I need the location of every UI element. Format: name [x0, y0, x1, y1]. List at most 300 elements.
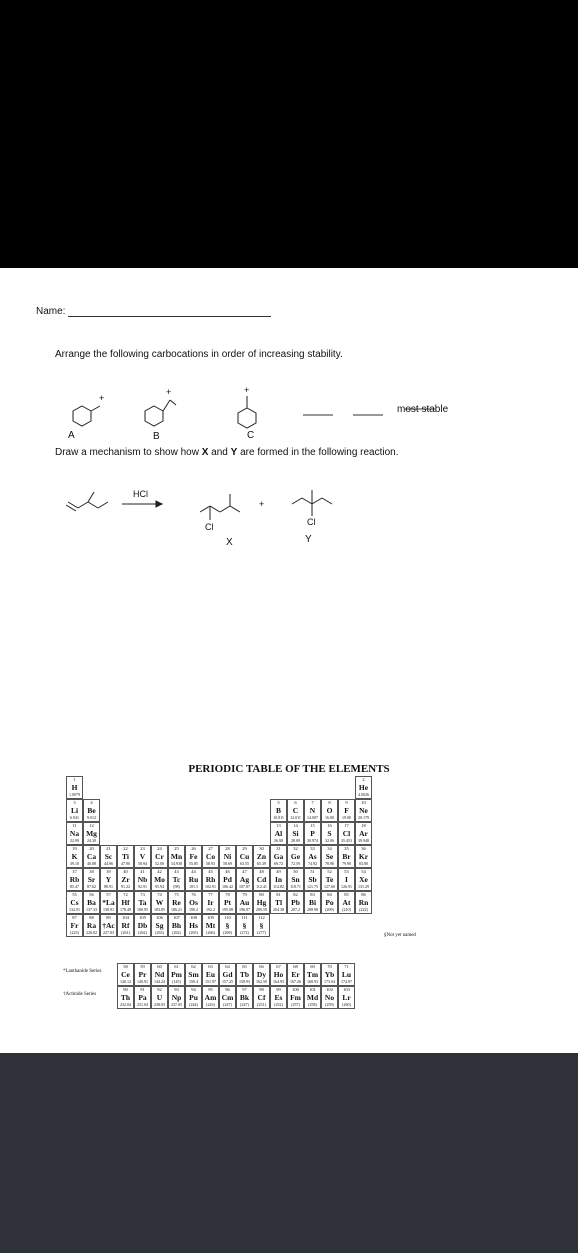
element-cell [253, 891, 270, 914]
atomic-number: 57 [106, 892, 111, 897]
element-cell [151, 914, 168, 937]
element-symbol: Au [239, 898, 250, 907]
atomic-number: 81 [276, 892, 281, 897]
element-cell [321, 868, 338, 891]
element-symbol: Cf [257, 993, 266, 1002]
element-cell [321, 891, 338, 914]
element-cell [100, 914, 117, 937]
atomic-mass: 28.09 [291, 838, 300, 843]
element-cell [168, 845, 185, 868]
atomic-mass: (247) [223, 1002, 232, 1007]
element-symbol: Mt [205, 921, 216, 930]
atomic-mass: 20.179 [358, 815, 369, 820]
label-c: C [247, 430, 255, 441]
atomic-number: 69 [310, 964, 315, 969]
atomic-number: 30 [259, 846, 264, 851]
periodic-table-title: PERIODIC TABLE OF THE ELEMENTS [188, 763, 390, 775]
element-cell [287, 845, 304, 868]
atomic-number: 31 [276, 846, 281, 851]
element-cell [134, 891, 151, 914]
atomic-number: 15 [310, 823, 315, 828]
element-cell [66, 799, 83, 822]
atomic-mass: (252) [274, 1002, 283, 1007]
element-cell [270, 799, 287, 822]
atomic-number: 2 [362, 777, 365, 782]
atomic-mass: 126.91 [341, 884, 352, 889]
element-cell [321, 963, 338, 986]
element-symbol: Th [120, 993, 131, 1002]
atomic-number: 100 [292, 987, 299, 992]
atomic-number: 33 [310, 846, 315, 851]
element-cell [219, 986, 236, 1009]
element-cell [185, 914, 202, 937]
atomic-mass: 39.10 [70, 861, 79, 866]
charge-b: + [166, 387, 172, 397]
atomic-mass: 138.91 [103, 907, 114, 912]
atomic-number: 46 [225, 869, 230, 874]
q1-prompt: Arrange the following carbocations in order of increasing stability. [55, 349, 343, 360]
charge-c: + [244, 385, 250, 395]
atomic-number: 28 [225, 846, 230, 851]
element-cell [236, 845, 253, 868]
atomic-mass: 140.12 [120, 979, 131, 984]
bottom-toolbar-area [0, 1053, 578, 1253]
element-cell [83, 799, 100, 822]
element-cell [304, 986, 321, 1009]
element-symbol: Cd [256, 875, 267, 884]
atomic-mass: 157.25 [222, 979, 233, 984]
atomic-number: 53 [344, 869, 349, 874]
atomic-mass: 232.04 [120, 1002, 131, 1007]
element-cell [185, 868, 202, 891]
element-cell [185, 986, 202, 1009]
atomic-mass: (269) [223, 930, 232, 935]
atomic-mass: 32.06 [325, 838, 334, 843]
element-cell [151, 963, 168, 986]
atomic-number: 42 [157, 869, 162, 874]
atomic-number: 47 [242, 869, 247, 874]
element-cell [168, 914, 185, 937]
atomic-number: 37 [72, 869, 77, 874]
atomic-mass: 164.93 [273, 979, 284, 984]
element-symbol: Sr [87, 875, 96, 884]
atomic-number: 51 [310, 869, 315, 874]
atomic-number: 87 [72, 915, 77, 920]
atomic-number: 104 [122, 915, 129, 920]
product-y-structure [292, 490, 332, 516]
atomic-number: 44 [191, 869, 196, 874]
element-symbol: Sn [291, 875, 300, 884]
element-symbol: Sg [155, 921, 164, 930]
atomic-mass: 183.85 [154, 907, 165, 912]
atomic-number: 9 [345, 800, 348, 805]
atomic-number: 1 [73, 777, 76, 782]
atomic-mass: 85.47 [70, 884, 79, 889]
element-symbol: Eu [205, 970, 216, 979]
element-symbol: O [326, 806, 333, 815]
atomic-mass: 173.04 [324, 979, 335, 984]
element-symbol: Po [325, 898, 334, 907]
atomic-number: 110 [224, 915, 231, 920]
atomic-mass: 190.2 [189, 907, 198, 912]
element-symbol: Br [342, 852, 351, 861]
element-symbol: Zr [121, 875, 130, 884]
atomic-mass: 121.75 [307, 884, 318, 889]
element-cell [185, 845, 202, 868]
atomic-number: 62 [191, 964, 196, 969]
atomic-number: 105 [139, 915, 146, 920]
atomic-number: 67 [276, 964, 281, 969]
atomic-mass: 106.42 [222, 884, 233, 889]
name-label: Name: [36, 306, 66, 317]
atomic-mass: (209) [325, 907, 334, 912]
element-symbol: Rb [69, 875, 80, 884]
element-symbol: Tl [274, 898, 283, 907]
atomic-number: 71 [344, 964, 349, 969]
atomic-mass: 158.93 [239, 979, 250, 984]
atomic-number: 40 [123, 869, 128, 874]
atomic-mass: 238.03 [154, 1002, 165, 1007]
top-black-bar [0, 0, 578, 268]
element-cell [270, 868, 287, 891]
element-symbol: Yb [324, 970, 335, 979]
atomic-number: 55 [72, 892, 77, 897]
atomic-number: 11 [72, 823, 77, 828]
atomic-mass: 231.04 [137, 1002, 148, 1007]
element-symbol: Ir [207, 898, 214, 907]
atomic-number: 91 [140, 987, 145, 992]
atomic-mass: (145) [172, 979, 181, 984]
element-cell [66, 891, 83, 914]
element-cell [100, 891, 117, 914]
element-symbol: C [292, 806, 299, 815]
atomic-mass: (222) [359, 907, 368, 912]
element-symbol: As [308, 852, 317, 861]
element-symbol: Am [204, 993, 217, 1002]
atomic-mass: 204.38 [273, 907, 284, 912]
element-symbol: In [274, 875, 283, 884]
lanthanide-series-label: *Lanthanide Series [63, 969, 102, 974]
element-cell [168, 868, 185, 891]
atomic-mass: 9.012 [87, 815, 96, 820]
atomic-mass: 35.453 [341, 838, 352, 843]
element-cell [219, 868, 236, 891]
element-cell [66, 822, 83, 845]
element-cell [202, 914, 219, 937]
atomic-number: 21 [106, 846, 111, 851]
atomic-mass: 87.62 [87, 884, 96, 889]
atomic-mass: 227.03 [103, 930, 114, 935]
atomic-mass: 196.97 [239, 907, 250, 912]
atomic-mass: 186.21 [171, 907, 182, 912]
carbocation-a-structure [73, 406, 100, 426]
atomic-number: 65 [242, 964, 247, 969]
atomic-mass: 132.91 [69, 907, 80, 912]
element-symbol: § [259, 921, 264, 930]
element-cell [134, 845, 151, 868]
element-cell [219, 914, 236, 937]
atomic-number: 95 [208, 987, 213, 992]
element-cell [151, 845, 168, 868]
product-x-cl: Cl [205, 522, 214, 532]
atomic-number: 20 [89, 846, 94, 851]
element-symbol: Rn [358, 898, 369, 907]
element-symbol: *La [102, 898, 115, 907]
atomic-mass: 55.85 [189, 861, 198, 866]
element-cell [355, 845, 372, 868]
atomic-number: 39 [106, 869, 111, 874]
element-cell [355, 891, 372, 914]
element-cell [168, 986, 185, 1009]
element-cell [304, 822, 321, 845]
element-cell [117, 868, 134, 891]
atomic-mass: 112.41 [256, 884, 267, 889]
atomic-number: 8 [328, 800, 331, 805]
element-cell [236, 914, 253, 937]
element-cell [321, 799, 338, 822]
atomic-mass: 118.71 [290, 884, 301, 889]
atomic-number: 19 [72, 846, 77, 851]
atomic-mass: (243) [206, 1002, 215, 1007]
atomic-mass: (263) [155, 930, 164, 935]
atomic-number: 45 [208, 869, 213, 874]
element-symbol: Re [172, 898, 181, 907]
atomic-mass: 40.08 [87, 861, 96, 866]
atomic-number: 43 [174, 869, 179, 874]
atomic-number: 86 [361, 892, 366, 897]
element-cell [83, 914, 100, 937]
element-symbol: Ca [86, 852, 97, 861]
element-cell [83, 822, 100, 845]
atomic-mass: 180.95 [137, 907, 148, 912]
atomic-mass: 6.941 [70, 815, 79, 820]
element-symbol: Rf [121, 921, 130, 930]
element-cell [202, 891, 219, 914]
atomic-mass: 237.05 [171, 1002, 182, 1007]
element-symbol: K [71, 852, 78, 861]
element-symbol: Ba [87, 898, 96, 907]
element-cell [134, 986, 151, 1009]
atomic-mass: 192.2 [206, 907, 215, 912]
atomic-number: 79 [242, 892, 247, 897]
element-cell [185, 891, 202, 914]
atomic-mass: 1.0079 [69, 792, 80, 797]
atomic-number: 89 [106, 915, 111, 920]
plus-sign: + [259, 499, 265, 509]
atomic-mass: 16.00 [325, 815, 334, 820]
element-cell [151, 868, 168, 891]
element-cell [83, 891, 100, 914]
atomic-mass: 44.96 [104, 861, 113, 866]
atomic-number: 80 [259, 892, 264, 897]
atomic-mass: 30.974 [307, 838, 318, 843]
atomic-number: 32 [293, 846, 298, 851]
element-cell [83, 868, 100, 891]
atomic-number: 83 [310, 892, 315, 897]
atomic-mass: (257) [291, 1002, 300, 1007]
element-cell [66, 868, 83, 891]
element-cell [236, 868, 253, 891]
atomic-number: 60 [157, 964, 162, 969]
actinide-series-label: †Actinide Series [63, 992, 97, 997]
atomic-mass: 47.90 [121, 861, 130, 866]
element-symbol: Kr [358, 852, 369, 861]
atomic-mass: 58.93 [206, 861, 215, 866]
atomic-mass: (262) [172, 930, 181, 935]
atomic-number: 29 [242, 846, 247, 851]
atomic-number: 101 [309, 987, 316, 992]
element-cell [304, 868, 321, 891]
element-symbol: I [345, 875, 348, 884]
reactant-alkene-structure [66, 492, 108, 511]
atomic-number: 17 [344, 823, 349, 828]
element-cell [202, 963, 219, 986]
element-cell [117, 914, 134, 937]
atomic-number: 111 [241, 915, 248, 920]
element-symbol: Sc [104, 852, 113, 861]
element-cell [168, 891, 185, 914]
element-symbol: Li [70, 806, 79, 815]
atomic-mass: 178.49 [120, 907, 131, 912]
atomic-mass: (258) [308, 1002, 317, 1007]
element-symbol: Pu [189, 993, 198, 1002]
element-cell [355, 776, 372, 799]
atomic-number: 3 [73, 800, 76, 805]
atomic-mass: (272) [240, 930, 249, 935]
element-cell [66, 776, 83, 799]
atomic-mass: 63.55 [240, 861, 249, 866]
atomic-mass: 4.0026 [358, 792, 369, 797]
atomic-number: 93 [174, 987, 179, 992]
atomic-mass: 200.59 [256, 907, 267, 912]
element-symbol: W [155, 898, 164, 907]
element-symbol: § [242, 921, 247, 930]
atomic-mass: 127.60 [324, 884, 335, 889]
element-cell [83, 845, 100, 868]
element-symbol: Ce [121, 970, 130, 979]
element-symbol: At [342, 898, 351, 907]
atomic-number: 25 [174, 846, 179, 851]
atomic-number: 10 [361, 800, 366, 805]
atomic-mass: 226.02 [86, 930, 97, 935]
atomic-mass: (259) [325, 1002, 334, 1007]
atomic-number: 70 [327, 964, 332, 969]
atomic-mass: (251) [257, 1002, 266, 1007]
element-cell [66, 845, 83, 868]
element-cell [304, 845, 321, 868]
atomic-number: 107 [173, 915, 180, 920]
element-cell [355, 822, 372, 845]
atomic-number: 103 [343, 987, 350, 992]
element-symbol: F [344, 806, 349, 815]
atomic-number: 5 [277, 800, 280, 805]
atomic-number: 61 [174, 964, 179, 969]
atomic-mass: 19.00 [342, 815, 351, 820]
atomic-number: 14 [293, 823, 298, 828]
atomic-number: 24 [157, 846, 162, 851]
element-symbol: Db [137, 921, 148, 930]
element-symbol: Ni [223, 852, 232, 861]
element-cell [253, 986, 270, 1009]
element-symbol: Pb [291, 898, 300, 907]
element-cell [338, 845, 355, 868]
element-symbol: Ta [138, 898, 147, 907]
element-cell [117, 891, 134, 914]
element-symbol: Np [171, 993, 182, 1002]
element-symbol: Rh [205, 875, 216, 884]
element-cell [304, 963, 321, 986]
element-cell [236, 891, 253, 914]
atomic-number: 59 [140, 964, 145, 969]
atomic-mass: 195.08 [222, 907, 233, 912]
element-symbol: H [71, 783, 78, 792]
element-symbol: Er [291, 970, 300, 979]
atomic-number: 50 [293, 869, 298, 874]
element-cell [253, 914, 270, 937]
atomic-mass: 208.98 [307, 907, 318, 912]
atomic-mass: (265) [189, 930, 198, 935]
element-cell [321, 845, 338, 868]
product-x-structure [200, 494, 240, 520]
atomic-number: 26 [191, 846, 196, 851]
product-x-label: X [226, 537, 233, 548]
atomic-number: 56 [89, 892, 94, 897]
element-symbol: Ga [273, 852, 284, 861]
atomic-mass: 22.99 [70, 838, 79, 843]
atomic-number: 75 [174, 892, 179, 897]
most-stable-label: most stable [397, 404, 449, 415]
atomic-mass: 69.72 [274, 861, 283, 866]
element-symbol: Cr [155, 852, 164, 861]
atomic-number: 88 [89, 915, 94, 920]
element-symbol: Y [105, 875, 112, 884]
element-symbol: Nd [154, 970, 165, 979]
element-symbol: Na [69, 829, 80, 838]
atomic-number: 76 [191, 892, 196, 897]
atomic-number: 68 [293, 964, 298, 969]
atomic-mass: (223) [70, 930, 79, 935]
atomic-number: 52 [327, 869, 332, 874]
element-symbol: Fr [70, 921, 79, 930]
atomic-number: 84 [327, 892, 332, 897]
atomic-number: 13 [276, 823, 281, 828]
element-cell [253, 963, 270, 986]
element-symbol: Nb [137, 875, 148, 884]
element-cell [117, 963, 134, 986]
atomic-mass: (210) [342, 907, 351, 912]
atomic-mass: (261) [121, 930, 130, 935]
atomic-number: 48 [259, 869, 264, 874]
element-cell [219, 963, 236, 986]
atomic-mass: (244) [189, 1002, 198, 1007]
element-symbol: Zn [256, 852, 267, 861]
carbocation-c-structure [238, 396, 256, 428]
atomic-mass: 95.94 [155, 884, 164, 889]
worksheet-page [0, 268, 578, 1053]
element-symbol: P [310, 829, 315, 838]
element-cell [134, 914, 151, 937]
atomic-mass: 107.87 [239, 884, 250, 889]
atomic-mass: 14.007 [307, 815, 318, 820]
element-symbol: Hg [256, 898, 267, 907]
atomic-number: 54 [361, 869, 366, 874]
atomic-number: 16 [327, 823, 332, 828]
atomic-mass: 144.24 [154, 979, 165, 984]
element-cell [338, 822, 355, 845]
atomic-mass: 131.29 [358, 884, 369, 889]
element-symbol: Os [189, 898, 198, 907]
atomic-number: 77 [208, 892, 213, 897]
